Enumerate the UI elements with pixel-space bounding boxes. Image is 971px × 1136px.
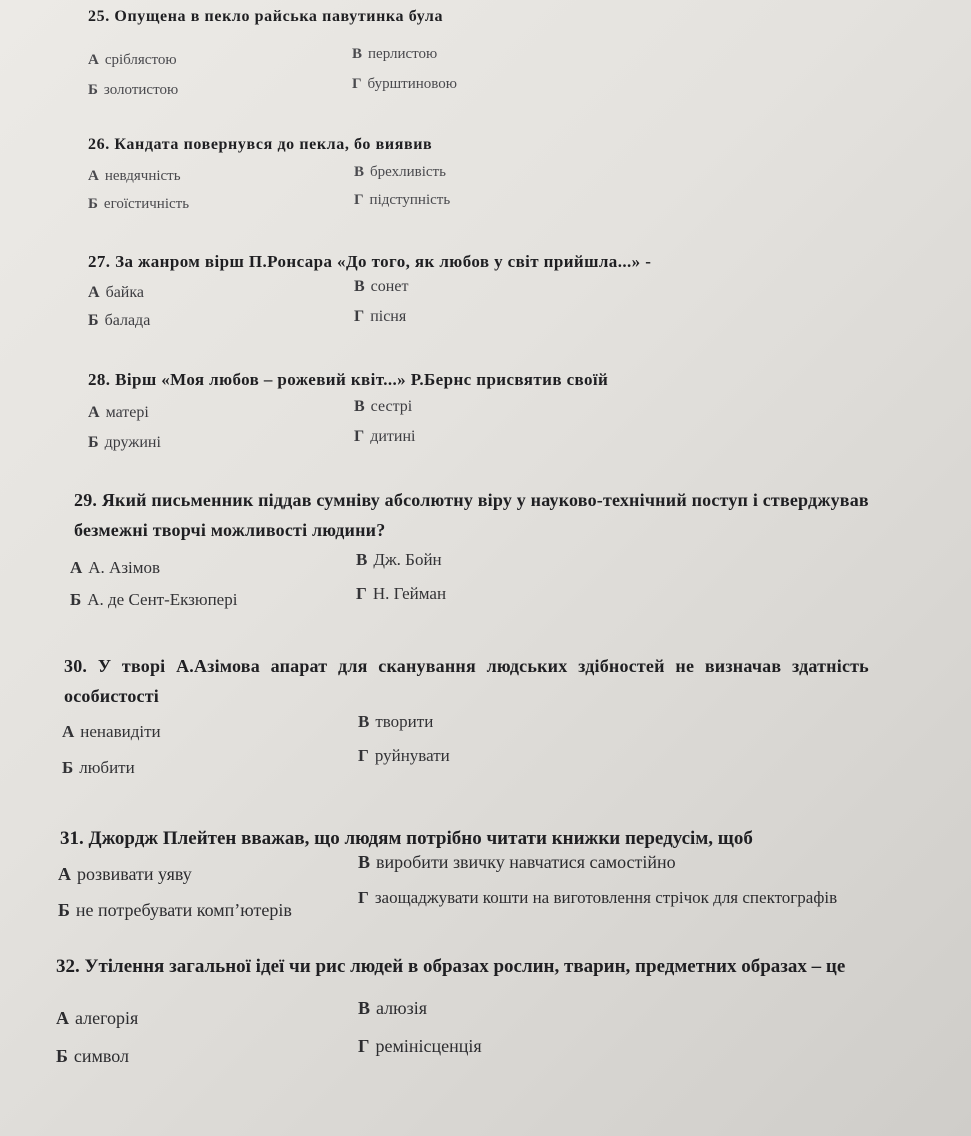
option-label: алюзія	[376, 998, 427, 1018]
option-b[interactable]	[88, 312, 150, 330]
option-v[interactable]	[358, 998, 427, 1019]
option-letter: А	[88, 168, 99, 184]
question-26-text	[88, 136, 432, 154]
question-28-text	[88, 370, 608, 390]
option-a[interactable]	[88, 52, 177, 69]
option-letter: Г	[358, 888, 369, 907]
option-label: А. де Сент-Екзюпері	[87, 590, 238, 609]
option-label: сонет	[370, 278, 409, 295]
question-32-text	[56, 956, 845, 978]
option-letter: Б	[56, 1046, 68, 1066]
option-letter: В	[358, 998, 371, 1018]
option-label: матері	[105, 404, 149, 421]
question-number: 26.	[88, 136, 110, 153]
option-letter: А	[62, 722, 75, 741]
question-number: 30.	[64, 656, 88, 676]
option-b[interactable]	[88, 434, 161, 452]
option-label: Н. Гейман	[372, 584, 447, 603]
option-v[interactable]	[356, 550, 442, 570]
option-g[interactable]	[356, 584, 446, 604]
option-label: алегорія	[75, 1008, 139, 1028]
question-prompt-continued: безмежні творчі можливості людини?	[74, 520, 386, 540]
question-prompt: Джордж Плейтен вважав, що людям потрібно читати книжки передусім, щоб	[88, 828, 753, 849]
option-label: перлистою	[368, 46, 438, 62]
option-b[interactable]	[88, 82, 178, 99]
option-letter: А	[88, 284, 100, 301]
question-prompt: За жанром вірш П.Ронсара «До того, як любов у світ прийшла...» -	[115, 252, 652, 271]
option-letter: А	[70, 558, 83, 577]
question-prompt-continued: особистості	[64, 686, 159, 706]
option-letter: А	[88, 52, 99, 68]
option-letter: Г	[352, 76, 362, 92]
option-label: розвивати уяву	[77, 864, 192, 884]
option-label: А. Азімов	[88, 558, 161, 577]
option-letter: Б	[88, 434, 99, 451]
option-g[interactable]	[354, 428, 415, 446]
option-letter: В	[354, 164, 365, 180]
option-label: ненавидіти	[80, 722, 161, 741]
question-29-text-line2	[74, 520, 385, 541]
option-v[interactable]	[354, 398, 412, 416]
option-label: золотистою	[103, 82, 179, 98]
option-a[interactable]	[56, 1008, 138, 1029]
option-label: бурштиновою	[367, 76, 457, 92]
option-label: егоїстичність	[103, 196, 190, 212]
option-b[interactable]	[70, 590, 237, 610]
option-label: пісня	[370, 308, 407, 325]
option-label: сріблястою	[104, 52, 177, 68]
option-label: дружині	[104, 434, 161, 451]
question-30-text-line1	[64, 656, 869, 677]
option-label: творити	[375, 712, 434, 731]
option-letter: Г	[354, 428, 365, 445]
option-letter: В	[358, 712, 370, 731]
question-number: 31.	[60, 828, 84, 849]
option-g[interactable]	[354, 192, 450, 209]
option-label: брехливість	[370, 164, 446, 180]
option-letter: А	[88, 404, 100, 421]
option-letter: Б	[70, 590, 82, 609]
option-g[interactable]	[354, 308, 406, 326]
option-label: сестрі	[370, 398, 413, 415]
option-label: виробити звичку навчатися самостійно	[376, 852, 676, 872]
option-label: любити	[79, 758, 135, 777]
option-v[interactable]	[352, 46, 437, 63]
option-label: заощаджувати кошти на виготовлення стрічок для спектографів	[374, 888, 838, 907]
option-v[interactable]	[358, 712, 433, 732]
option-label: символ	[73, 1046, 130, 1066]
option-letter: А	[56, 1008, 69, 1028]
option-b[interactable]	[58, 900, 292, 921]
question-prompt: У творі А.Азімова апарат для сканування людських здібностей не визначав здатність	[97, 656, 869, 676]
question-27-text	[88, 252, 651, 272]
question-number: 32.	[56, 956, 80, 977]
option-v[interactable]	[354, 164, 446, 181]
question-prompt: Утілення загальної ідеї чи рис людей в образах рослин, тварин, предметних образах – це	[84, 956, 846, 977]
option-label: не потребувати комп’ютерів	[75, 900, 292, 920]
option-a[interactable]	[88, 168, 181, 185]
question-number: 27.	[88, 252, 111, 271]
question-prompt: Який письменник піддав сумніву абсолютну віру у науково-технічний поступ і стверджував	[101, 490, 869, 510]
option-label: байка	[105, 284, 144, 301]
option-letter: Б	[88, 196, 98, 212]
option-letter: Г	[356, 584, 367, 603]
option-label: невдячність	[104, 168, 181, 184]
question-31-text	[60, 828, 753, 850]
question-number: 28.	[88, 370, 111, 389]
option-g[interactable]	[358, 746, 450, 766]
option-label: підступність	[369, 192, 451, 208]
option-v[interactable]	[354, 278, 408, 296]
option-g[interactable]	[352, 76, 457, 93]
option-b[interactable]	[56, 1046, 129, 1067]
option-letter: В	[354, 398, 365, 415]
question-30-text-line2	[64, 686, 159, 707]
question-number: 29.	[74, 490, 98, 510]
option-label: Дж. Бойн	[373, 550, 442, 569]
question-25-text	[88, 8, 443, 26]
option-g[interactable]	[358, 1036, 482, 1057]
option-letter: А	[58, 864, 71, 884]
option-letter: Б	[88, 312, 99, 329]
question-prompt: Кандата повернувся до пекла, бо виявив	[114, 136, 433, 153]
option-letter: Г	[358, 746, 369, 765]
option-label: ремінісценція	[375, 1036, 482, 1056]
option-v[interactable]	[358, 852, 676, 873]
option-letter: Г	[354, 192, 364, 208]
option-a[interactable]	[70, 558, 160, 578]
option-letter: В	[354, 278, 365, 295]
option-a[interactable]	[88, 284, 144, 302]
option-letter: В	[352, 46, 363, 62]
option-letter: В	[356, 550, 368, 569]
option-label: руйнувати	[374, 746, 450, 765]
question-prompt: Вірш «Моя любов – рожевий квіт...» Р.Бернс присвятив своїй	[115, 370, 609, 389]
question-29-text-line1	[74, 490, 869, 511]
option-b[interactable]	[88, 196, 189, 213]
option-letter: Г	[358, 1036, 370, 1056]
option-a[interactable]	[88, 404, 149, 422]
option-a[interactable]	[62, 722, 161, 742]
option-letter: Б	[62, 758, 74, 777]
option-letter: Г	[354, 308, 365, 325]
option-label: балада	[104, 312, 151, 329]
option-label: дитині	[370, 428, 416, 445]
question-number: 25.	[88, 8, 110, 25]
option-a[interactable]	[58, 864, 192, 885]
option-letter: В	[358, 852, 371, 872]
option-letter: Б	[58, 900, 70, 920]
option-letter: Б	[88, 82, 98, 98]
option-b[interactable]	[62, 758, 135, 778]
option-g[interactable]	[358, 888, 837, 908]
question-prompt: Опущена в пекло райська павутинка була	[114, 8, 444, 25]
